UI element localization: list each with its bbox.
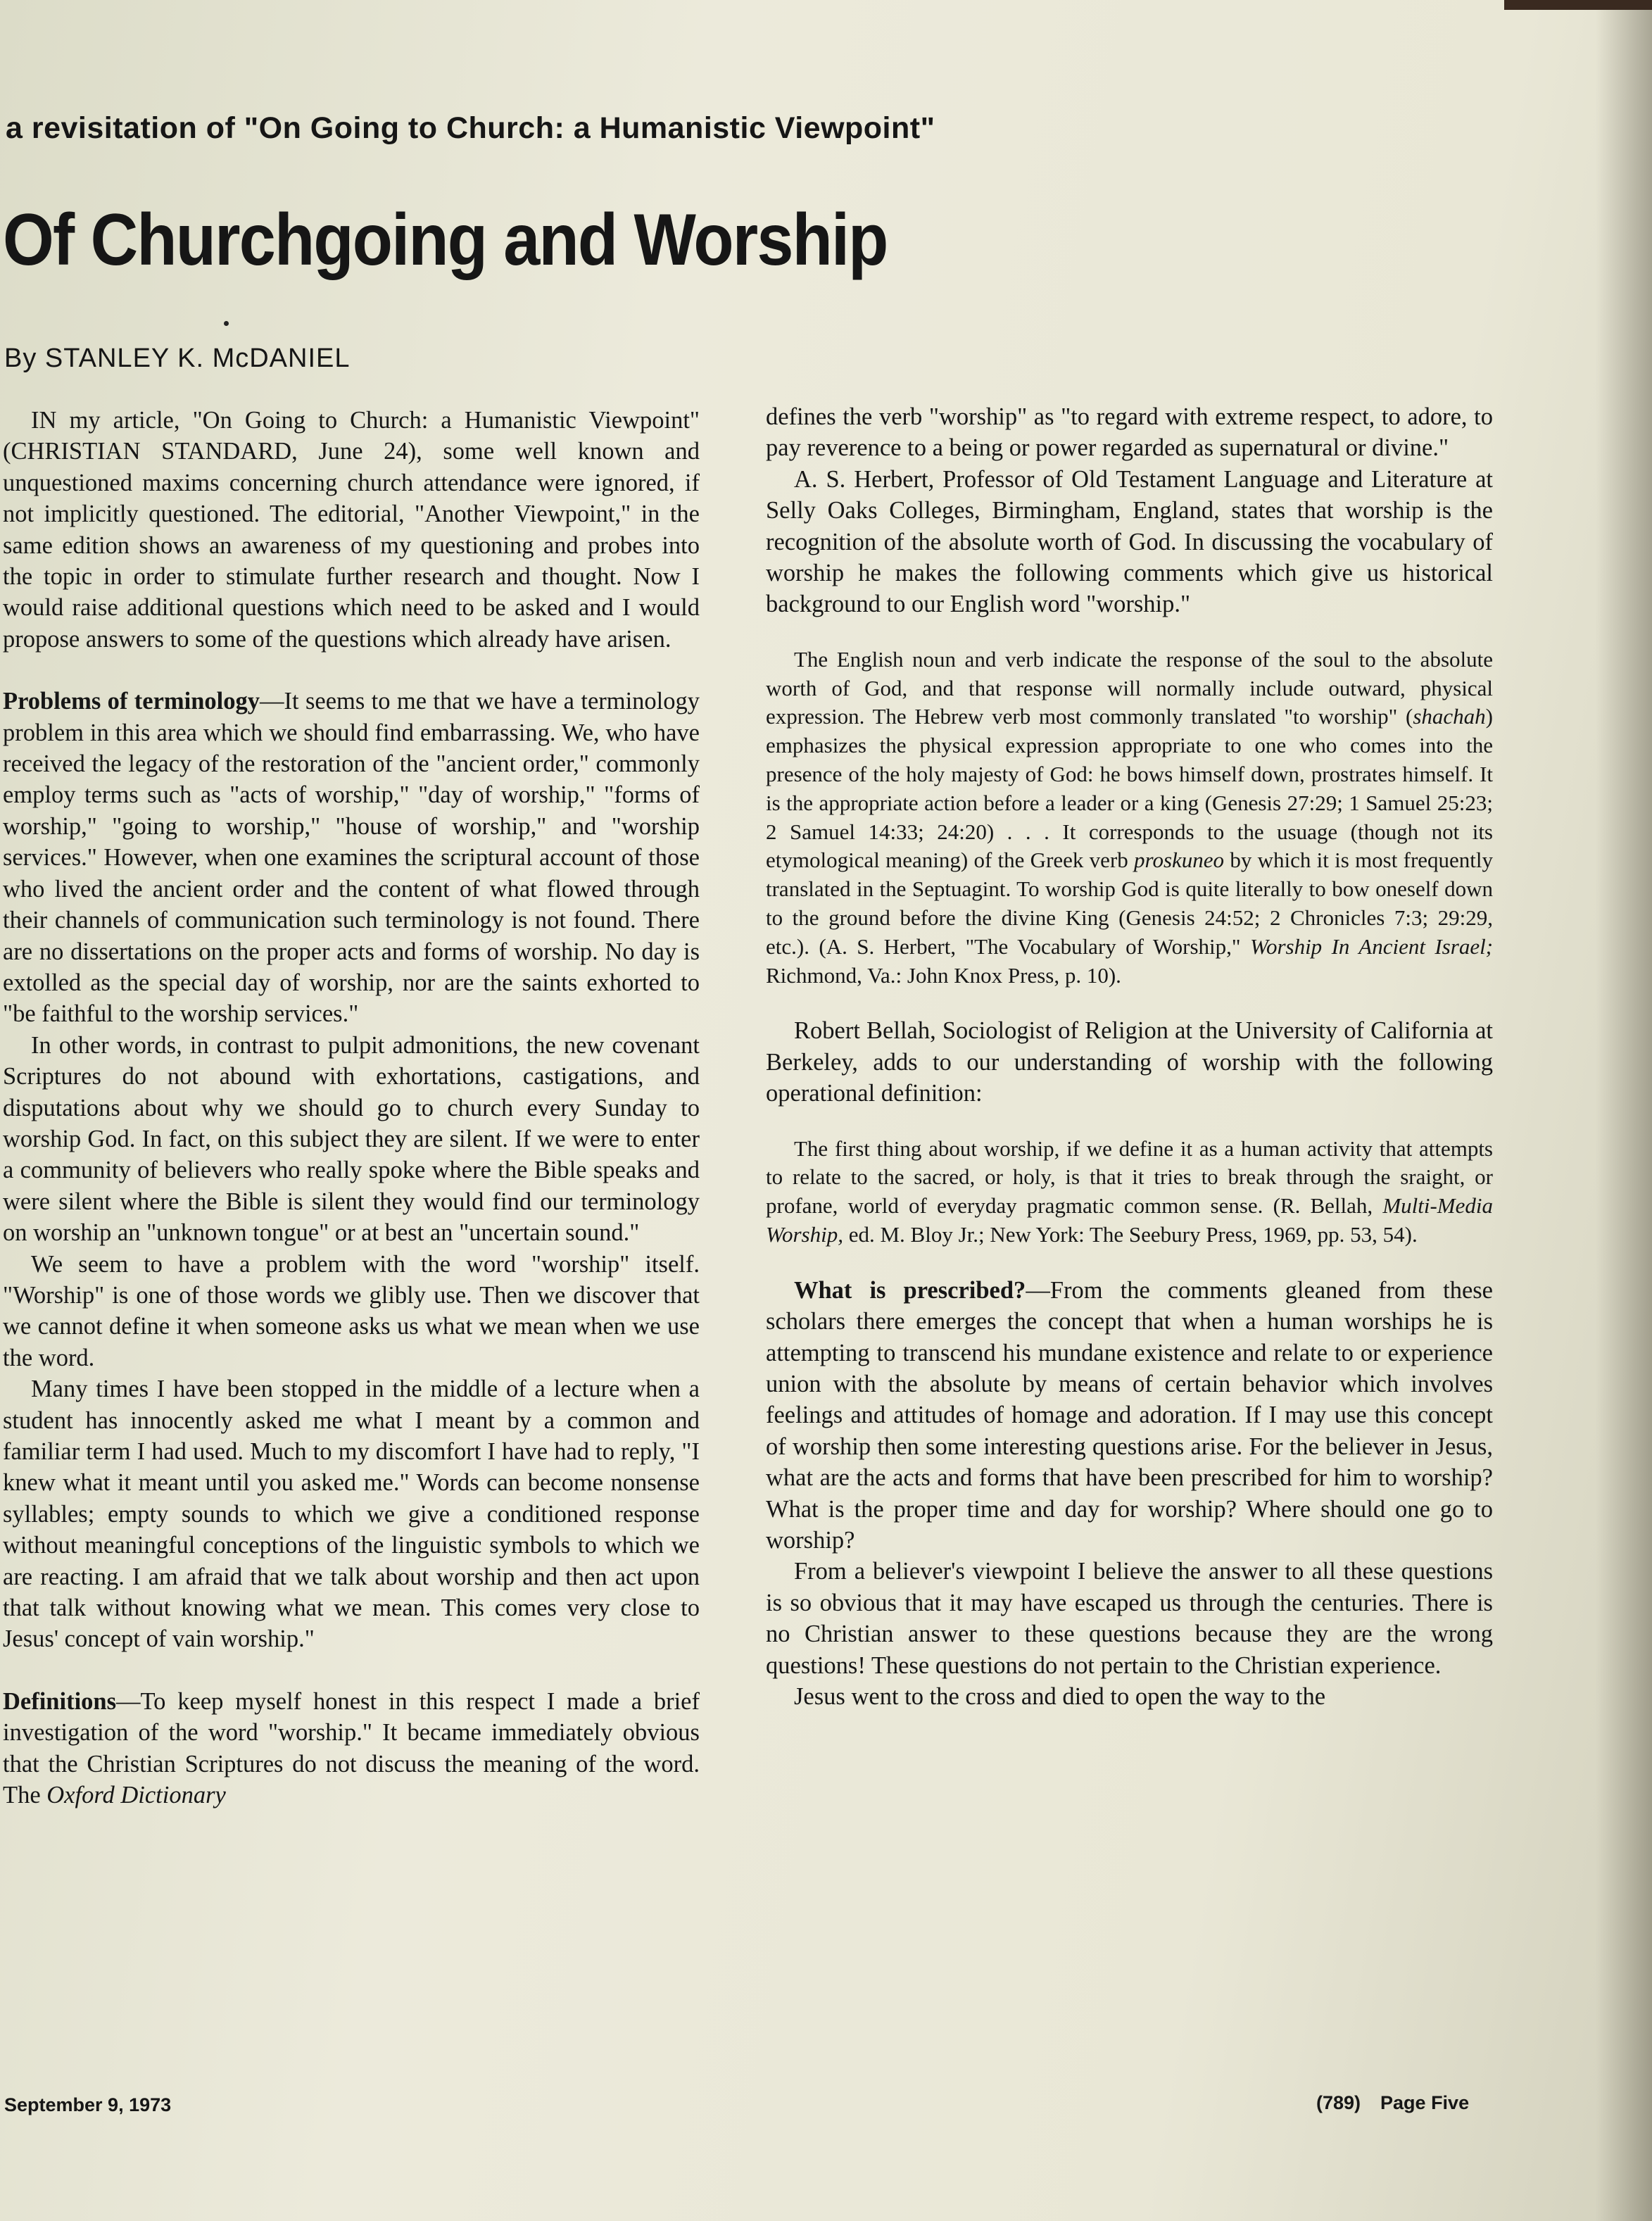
herbert-paragraph: A. S. Herbert, Professor of Old Testament Language and Literature at Selly Oaks Colleges, Birmingham, England, states that worship is the recognition of the absolute worth of God. In discussing the vocabulary of worship he makes the following comments which give us historical background to our English word "worship." bbox=[766, 465, 1493, 618]
title-dot bbox=[224, 321, 229, 326]
page-edge-shadow bbox=[1596, 0, 1652, 2221]
herbert-quote bbox=[766, 646, 1493, 990]
footer-page bbox=[1316, 2092, 1469, 2114]
viewpoint-paragraph: From a believer's viewpoint I believe the answer to all these questions is so obvious that it may have escaped us through the centuries. There is no Christian answer to these questions because they are the wrong questions! These questions do not pertain to the Christian experience. bbox=[766, 1558, 1493, 1679]
prescribed-text: —From the comments gleaned from these scholars there emerges the concept that when a human worships he is attempting to transcend his mundane existence and relate to or experience union with the absolute by means of certain behavior which involves feelings and attitudes of homage and adoration. If I may use this concept of worship then some interesting questions arise. For the believer in Jesus, what are the acts and forms that have been prescribed for him to worship? What is the proper time and day for worship? Where should one go to worship? bbox=[766, 1276, 1493, 1554]
article-byline: By STANLEY K. McDANIEL bbox=[4, 344, 351, 373]
footer-page-label: Page Five bbox=[1380, 2092, 1470, 2113]
footer-page-code: (789) bbox=[1316, 2092, 1361, 2113]
quote1-term-proskuneo: proskuneo bbox=[1134, 848, 1225, 873]
other-words-paragraph: In other words, in contrast to pulpit admonitions, the new covenant Scriptures do not abound with exhortations, castigations, and disputations about why we should go to church every Sunday to worship God. In fact, on this subject they are silent. If we were to enter a community of believers who really spoke where the Bible speaks and were silent where the Bible is silent they would find our terminology on worship an "unknown tongue" or at best an "uncertain sound." bbox=[3, 1031, 700, 1247]
quote1-text-a: The English noun and verb indicate the response of the soul to the absolute worth of God, and that response will normally include outward, physical expression. The Hebrew verb most commonly translated "to worship" ( bbox=[766, 646, 1493, 729]
article-kicker: a revisitation of "On Going to Church: a Humanistic Viewpoint" bbox=[6, 111, 935, 145]
terminology-heading: Problems of terminology bbox=[3, 688, 260, 715]
problem-word-paragraph: We seem to have a problem with the word "worship" itself. "Worship" is one of those words we glibly use. Then we discover that we cannot define it when someone asks us what we mean when we use the word. bbox=[3, 1250, 700, 1371]
right-column bbox=[766, 401, 1493, 1713]
bellah-quote bbox=[766, 1135, 1493, 1250]
prescribed-paragraph bbox=[766, 1275, 1493, 1556]
definitions-source: Oxford Dictionary bbox=[46, 1782, 226, 1809]
quote1-book: Worship In Ancient Israel; bbox=[1249, 933, 1494, 959]
intro-paragraph: IN my article, "On Going to Church: a Humanistic Viewpoint" (CHRISTIAN STANDARD, June 24), some well known and unquestioned maxims concerning church attendance were ignored, if not implicitly questioned. The editorial, "Another Viewpoint," in the same edition shows an awareness of my questioning and probes into the topic in order to stimulate further research and thought. Now I would raise additional questions which need to be asked and I would propose answers to some of the questions which already have arisen. bbox=[3, 407, 700, 653]
jesus-paragraph: Jesus went to the cross and died to open the way to the bbox=[794, 1683, 1326, 1711]
left-column bbox=[3, 405, 700, 1811]
definitions-paragraph bbox=[3, 1686, 700, 1811]
article-title: Of Churchgoing and Worship bbox=[3, 199, 888, 281]
defines-paragraph: defines the verb "worship" as "to regard with extreme respect, to adore, to pay reverence to a being or power regarded as supernatural or divine." bbox=[766, 403, 1493, 462]
terminology-text: —It seems to me that we have a terminology problem in this area which we should find embarrassing. We, who have received the legacy of the restoration of the "ancient order," commonly employ terms such as "acts of worship," "day of worship," "forms of worship," "going to worship," "house of worship," and "worship services." However, when one examines the scriptural account of those who lived the ancient order and the content of what flowed through their channels of communication such terminology is not found. There are no dissertations on the proper acts and forms of worship. No day is extolled as the special day of worship, nor are the saints exhorted to "be faithful to the worship services." bbox=[3, 688, 700, 1028]
bellah-paragraph: Robert Bellah, Sociologist of Religion at the University of California at Berkeley, adds to our understanding of worship with the following operational definition: bbox=[766, 1017, 1493, 1107]
scan-corner bbox=[1504, 0, 1652, 10]
quote1-text-d: Richmond, Va.: John Knox Press, p. 10). bbox=[766, 962, 1121, 988]
quote2-book: Multi-Media Worship, bbox=[766, 1193, 1493, 1247]
terminology-paragraph bbox=[3, 686, 700, 1029]
quote1-term-shachah: shachah bbox=[1413, 704, 1486, 729]
quote1-text-c: by which it is most frequently translated in the Septuagint. To worship God is quite literally to bow oneself down to the ground before the divine King (Genesis 24:52; 2 Chronicles 7:3; 29:29, etc.). (A. S. Herbert, "The Vocabulary of Worship," bbox=[766, 848, 1494, 959]
many-times-paragraph: Many times I have been stopped in the middle of a lecture when a student has innocently asked me what I meant by a common and familiar term I had used. Much to my discomfort I have had to reply, "I knew what it meant until you asked me." Words can become nonsense syllables; empty sounds to which we give a conditioned response without meaningful conceptions of the linguistic symbols to which we are reacting. I am afraid that we talk about worship and then act upon that talk without knowing what we mean. This comes very close to Jesus' concept of vain worship." bbox=[3, 1376, 700, 1653]
quote1-text-b: ) emphasizes the physical expression appropriate to one who comes into the presence of the holy majesty of God: he bows himself down, prostrates himself. It is the appropriate action before a leader or a king (Genesis 27:29; 1 Samuel 25:23; 2 Samuel 14:33; 24:20) . . . It corresponds to the usuage (though not its etymological meaning) of the Greek verb bbox=[766, 704, 1493, 873]
footer-date: September 9, 1973 bbox=[4, 2094, 172, 2115]
definitions-heading: Definitions bbox=[3, 1687, 117, 1715]
definitions-text: —To keep myself honest in this respect I made a brief investigation of the word "worship." It became immediately obvious that the Christian Scriptures do not discuss the meaning of the word. The bbox=[3, 1687, 700, 1809]
quote2-text-a: The first thing about worship, if we define it as a human activity that attempts to relate to the sacred, or holy, is that it tries to break through the sraight, or profane, world of everyday pragmatic common sense. (R. Bellah, bbox=[766, 1135, 1493, 1219]
quote2-text-b: ed. M. Bloy Jr.; New York: The Seebury Press, 1969, pp. 53, 54). bbox=[848, 1222, 1418, 1247]
prescribed-heading: What is prescribed? bbox=[794, 1276, 1026, 1304]
